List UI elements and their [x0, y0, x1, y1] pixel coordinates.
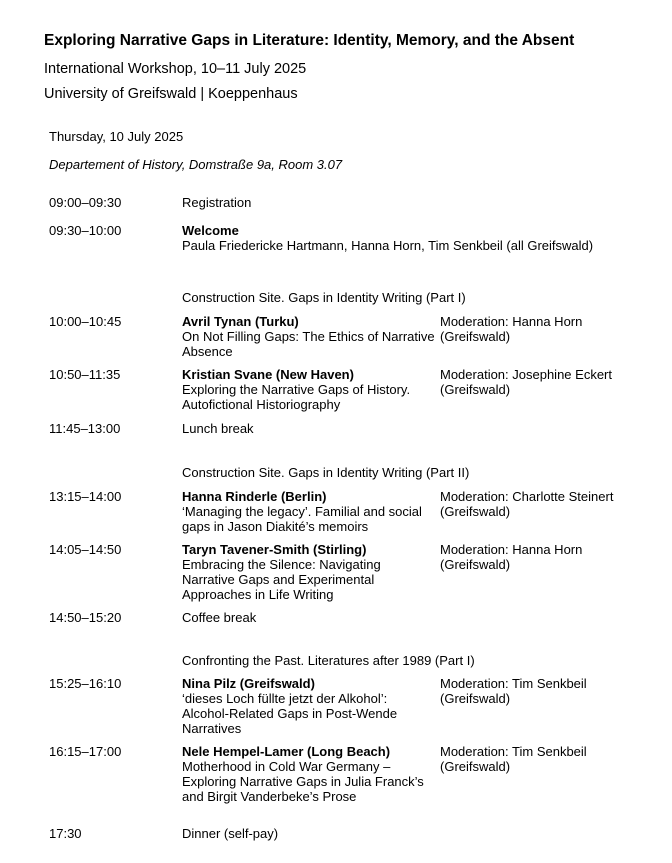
- moderation: Moderation: Josephine Eckert (Greifswald): [440, 367, 612, 397]
- time-slot: 09:30–10:00: [49, 223, 122, 238]
- speaker-name: Taryn Tavener-Smith (Stirling): [182, 542, 367, 557]
- talk-title: On Not Filling Gaps: The Ethics of Narrative Absence: [182, 329, 435, 359]
- time-slot: 11:45–13:00: [49, 421, 121, 436]
- time-slot: 13:15–14:00: [49, 489, 122, 504]
- moderation: Moderation: Hanna Horn (Greifswald): [440, 542, 583, 572]
- row-label: Dinner (self-pay): [182, 826, 279, 841]
- speaker-name: Hanna Rinderle (Berlin): [182, 489, 327, 504]
- talk-title: Embracing the Silence: Navigating Narrative Gaps and Experimental Approaches in Life Writing: [182, 557, 381, 602]
- talk-title: Exploring the Narrative Gaps of History. Autofictional Historiography: [182, 382, 411, 412]
- speaker-name: Kristian Svane (New Haven): [182, 367, 354, 382]
- talk-block: [182, 314, 437, 359]
- welcome-title: Welcome: [182, 223, 239, 238]
- workshop-dates: International Workshop, 10–11 July 2025: [44, 61, 307, 77]
- day-venue: Departement of History, Domstraße 9a, Room 3.07: [49, 157, 343, 172]
- section-heading: Construction Site. Gaps in Identity Writing (Part I): [182, 290, 466, 305]
- moderation: Moderation: Tim Senkbeil (Greifswald): [440, 744, 587, 774]
- workshop-location: University of Greifswald | Koeppenhaus: [44, 86, 298, 102]
- row-label: Registration: [182, 195, 252, 210]
- talk-block: [182, 542, 437, 602]
- welcome-names: Paula Friedericke Hartmann, Hanna Horn, Tim Senkbeil (all Greifswald): [182, 238, 594, 253]
- talk-title: ‘dieses Loch füllte jetzt der Alkohol’: Alcohol-Related Gaps in Post-Wende Narratives: [182, 691, 398, 736]
- time-slot: 10:00–10:45: [49, 314, 122, 329]
- row-label: Lunch break: [182, 421, 254, 436]
- row-label: Coffee break: [182, 610, 257, 625]
- moderation: Moderation: Charlotte Steinert (Greifswald): [440, 489, 614, 519]
- moderation: Moderation: Tim Senkbeil (Greifswald): [440, 676, 587, 706]
- speaker-name: Avril Tynan (Turku): [182, 314, 299, 329]
- moderation: Moderation: Hanna Horn (Greifswald): [440, 314, 583, 344]
- page-title: Exploring Narrative Gaps in Literature: Identity, Memory, and the Absent: [44, 32, 575, 49]
- talk-block: [182, 367, 437, 412]
- time-slot: 16:15–17:00: [49, 744, 122, 759]
- time-slot: 10:50–11:35: [49, 367, 121, 382]
- time-slot: 15:25–16:10: [49, 676, 122, 691]
- welcome-block: [182, 223, 622, 253]
- speaker-name: Nele Hempel-Lamer (Long Beach): [182, 744, 391, 759]
- talk-block: [182, 744, 437, 804]
- time-slot: 17:30: [49, 826, 82, 841]
- day-date: Thursday, 10 July 2025: [49, 129, 184, 144]
- time-slot: 09:00–09:30: [49, 195, 122, 210]
- talk-block: [182, 489, 437, 534]
- speaker-name: Nina Pilz (Greifswald): [182, 676, 315, 691]
- talk-title: Motherhood in Cold War Germany – Exploring Narrative Gaps in Julia Franck’s and Birgit Vanderbeke’s Prose: [182, 759, 424, 804]
- time-slot: 14:05–14:50: [49, 542, 122, 557]
- talk-block: [182, 676, 437, 736]
- section-heading: Construction Site. Gaps in Identity Writing (Part II): [182, 465, 470, 480]
- section-heading: Confronting the Past. Literatures after 1989 (Part I): [182, 653, 475, 668]
- time-slot: 14:50–15:20: [49, 610, 122, 625]
- talk-title: ‘Managing the legacy’. Familial and social gaps in Jason Diakité’s memoirs: [182, 504, 422, 534]
